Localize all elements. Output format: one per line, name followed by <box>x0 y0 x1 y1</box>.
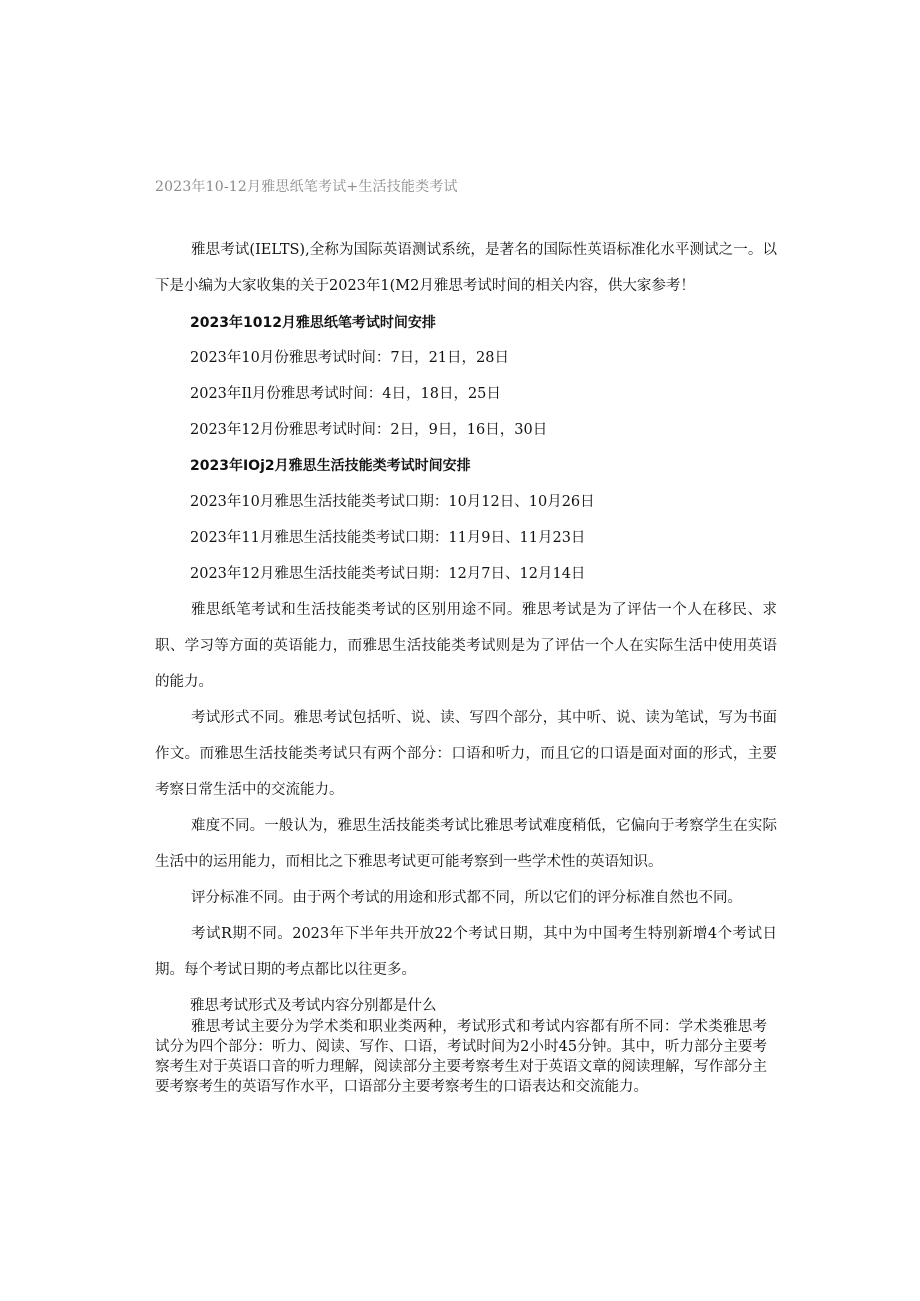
difference-dates-paragraph: 考试R期不同。2023年下半年共开放22个考试日期，其中为中国考生特别新增4个考试日期。每个考试日期的考点都比以往更多。 <box>155 926 777 978</box>
format-section-heading: 雅思考试形式及考试内容分别都是什么 <box>190 998 437 1014</box>
document-title: 2023年10-12月雅思纸笔考试+生活技能类考试 <box>155 179 458 195</box>
section1-line-2: 2023年Il月份雅思考试时间：4日，18日，25日 <box>190 386 501 402</box>
difference-difficulty-paragraph: 难度不同。一般认为，雅思生活技能类考试比雅思考试难度稍低，它偏向于考察学生在实际生活中的运用能力，而相比之下雅思考试更可能考察到一些学术性的英语知识。 <box>155 818 777 870</box>
section1-heading: 2023年1012月雅思纸笔考试时间安排 <box>190 315 436 331</box>
format-section-body: 雅思考试主要分为学术类和职业类两种，考试形式和考试内容都有所不同：学术类雅思考试分为四个部分：听力、阅读、写作、口语，考试时间为2小时45分钟。其中，听力部分主要考察考生对于英语口音的听力理解，阅读部分主要考察考生对于英语文章的阅读理解，写作部分主要考察考生的英语写作水平，口语部分主要考察考生的口语表达和交流能力。 <box>155 1019 767 1095</box>
section1-line-1: 2023年10月份雅思考试时间：7日，21日，28日 <box>190 350 509 366</box>
difference-purpose-paragraph: 雅思纸笔考试和生活技能类考试的区别用途不同。雅思考试是为了评估一个人在移民、求职、学习等方面的英语能力，而雅思生活技能类考试则是为了评估一个人在实际生活中使用英语的能力。 <box>155 602 777 690</box>
difference-scoring-paragraph: 评分标准不同。由于两个考试的用途和形式都不同，所以它们的评分标准自然也不同。 <box>191 890 742 906</box>
section2-line-3: 2023年12月雅思生活技能类考试日期：12月7日、12月14日 <box>190 566 586 582</box>
section2-line-1: 2023年10月雅思生活技能类考试口期：10月12日、10月26日 <box>190 494 595 510</box>
difference-format-paragraph: 考试形式不同。雅思考试包括听、说、读、写四个部分，其中听、说、读为笔试，写为书面作文。而雅思生活技能类考试只有两个部分：口语和听力，而且它的口语是面对面的形式，主要考察日常生活中的交流能力。 <box>155 710 777 798</box>
section2-line-2: 2023年11月雅思生活技能类考试口期：11月9日、11月23日 <box>190 530 586 546</box>
section1-line-3: 2023年12月份雅思考试时间：2日，9日，16日，30日 <box>190 422 548 438</box>
section2-heading: 2023年IOj2月雅思生活技能类考试时间安排 <box>190 458 471 474</box>
intro-paragraph: 雅思考试(IELTS),全称为国际英语测试系统，是著名的国际性英语标准化水平测试之一。以下是小编为大家收集的关于2023年1(M2月雅思考试时间的相关内容，供大家参考！ <box>155 242 777 294</box>
